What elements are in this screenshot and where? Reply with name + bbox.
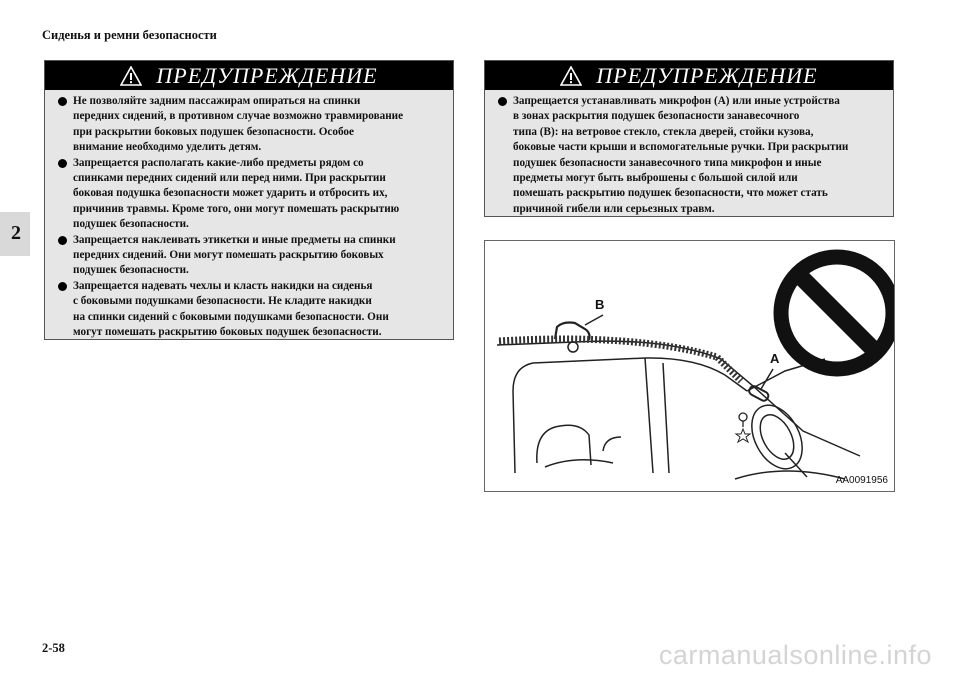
warning-text-line: Запрещается наклеивать этикетки и иные предметы на спинки xyxy=(73,233,396,246)
bullet-icon xyxy=(58,236,67,245)
warning-text-line: предметы могут быть выброшены с большой силой или xyxy=(513,172,798,185)
illustration-microphone-placement xyxy=(484,240,895,492)
bullet-icon xyxy=(498,97,507,106)
warning-text-line: передних сидений. Они могут помешать раскрытию боковых xyxy=(73,249,384,262)
warning-item xyxy=(53,94,445,156)
car-interior-drawing xyxy=(485,241,895,492)
watermark: carmanualsonline.info xyxy=(658,640,932,670)
warning-text-line: подушек безопасности. xyxy=(73,218,189,231)
warning-text-line: причиной гибели или серьезных травм. xyxy=(513,202,715,215)
illustration-code: AA0091956 xyxy=(835,475,888,486)
warning-text-line: боковые части крыши и вспомогательные ручки. При раскрытии xyxy=(513,141,849,154)
warning-text-line: передних сидений, в противном случае возможно травмирование xyxy=(73,110,404,123)
warning-text-line: помешать раскрытию подушек безопасности, что может стать xyxy=(513,187,828,200)
warning-text-line: Запрещается надевать чехлы и класть накидки на сиденья xyxy=(73,279,373,292)
chapter-number: 2 xyxy=(11,222,21,244)
warning-text-line: подушек безопасности. xyxy=(73,264,189,277)
warning-text-line: могут помешать раскрытию боковых подушек безопасности. xyxy=(73,326,382,339)
page-number: 2-58 xyxy=(42,641,65,655)
warning-triangle-icon xyxy=(560,66,582,86)
bullet-icon xyxy=(58,97,67,106)
warning-text-line: боковая подушка безопасности может ударить и отбросить их, xyxy=(73,187,388,200)
warning-text-line: в зонах раскрытия подушек безопасности занавесочного xyxy=(513,110,800,123)
warning-box-right xyxy=(484,60,894,217)
warning-title-bar xyxy=(45,61,453,90)
bullet-icon xyxy=(58,282,67,291)
warning-item xyxy=(53,233,445,279)
warning-triangle-icon xyxy=(120,66,142,86)
warning-title: ПРЕДУПРЕЖДЕНИЕ xyxy=(596,62,818,88)
warning-title: ПРЕДУПРЕЖДЕНИЕ xyxy=(156,62,378,88)
warning-text-line: на спинки сидений с боковыми подушками безопасности. Они xyxy=(73,310,389,323)
warning-item xyxy=(493,94,885,217)
warning-text-line: спинками передних сидений или перед ними. При раскрытии xyxy=(73,172,386,185)
warning-box-left xyxy=(44,60,454,340)
warning-text-line: при раскрытии боковых подушек безопасности. Особое xyxy=(73,125,354,138)
warning-body xyxy=(485,90,893,217)
warning-item xyxy=(53,279,445,341)
label-b: B xyxy=(595,297,605,312)
warning-text-line: Не позволяйте задним пассажирам опираться на спинки xyxy=(73,95,361,107)
warning-item xyxy=(53,156,445,233)
running-header: Сиденья и ремни безопасности xyxy=(42,28,217,42)
warning-text-line: типа (B): на ветровое стекло, стекла дверей, стойки кузова, xyxy=(513,125,814,138)
warning-text-line: подушек безопасности занавесочного типа микрофон и иные xyxy=(513,156,822,169)
label-a: A xyxy=(770,351,780,366)
warning-text-line: внимание необходимо уделить детям. xyxy=(73,141,262,154)
warning-title-bar xyxy=(485,61,893,90)
warning-text-line: с боковыми подушками безопасности. Не кладите накидки xyxy=(73,295,372,308)
bullet-icon xyxy=(58,159,67,168)
warning-text-line: причинив травмы. Кроме того, они могут помешать раскрытию xyxy=(73,202,400,215)
warning-body xyxy=(45,90,453,341)
warning-text-line: Запрещается располагать какие-либо предметы рядом со xyxy=(73,156,364,169)
warning-text-line: Запрещается устанавливать микрофон (A) или иные устройства xyxy=(513,95,840,107)
